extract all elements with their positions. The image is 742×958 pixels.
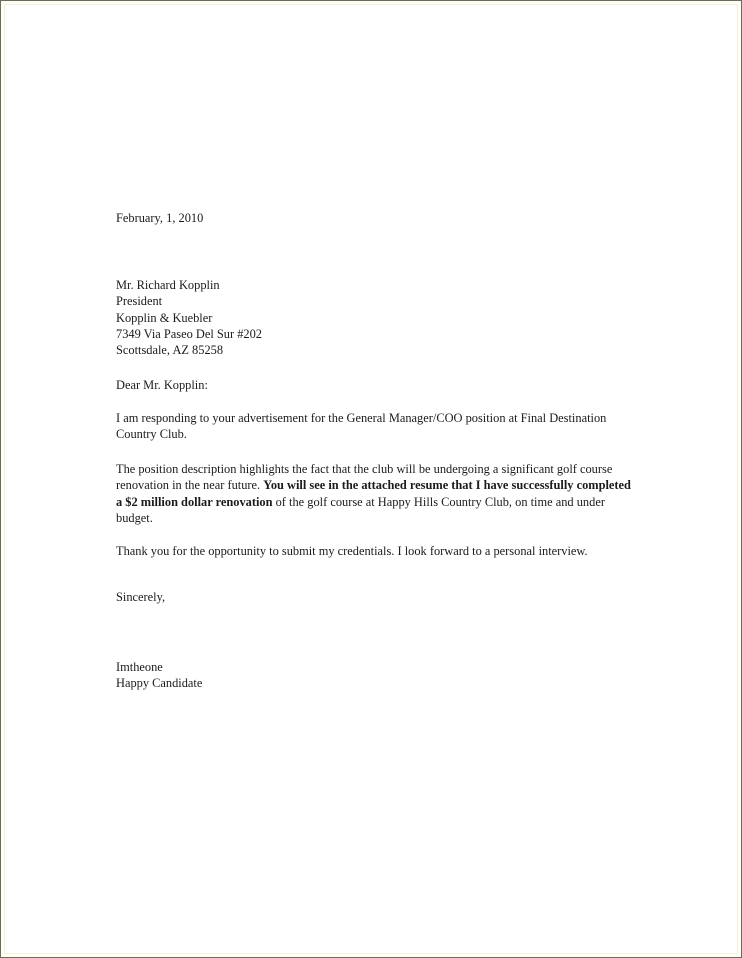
recipient-address-block — [116, 277, 262, 358]
paragraph-2-trailing-text: of the golf course at Happy Hills Country Club, on time and under budget. — [116, 494, 605, 525]
signature-name: Imtheone — [116, 660, 163, 674]
letter-date: February, 1, 2010 — [116, 211, 204, 225]
recipient-name: Mr. Richard Kopplin — [116, 278, 220, 292]
document-page-surface — [4, 4, 738, 954]
recipient-title: President — [116, 294, 163, 309]
signature-block — [116, 659, 202, 692]
letter-paragraph-3: Thank you for the opportunity to submit my credentials. I look forward to a personal interview. — [116, 544, 588, 558]
letter-closing: Sincerely, — [116, 590, 166, 604]
recipient-city-state-zip: Scottsdale, AZ 85258 — [116, 343, 224, 358]
signature-title: Happy Candidate — [116, 676, 203, 691]
letter-paragraph-1: I am responding to your advertisement for the General Manager/COO position at Final Destination Country Club. — [116, 411, 607, 442]
recipient-company: Kopplin & Kuebler — [116, 310, 213, 325]
letter-paragraph-2 — [116, 461, 638, 526]
paragraph-2-lead-text: The position description highlights the fact that the club will be undergoing a significant golf course renovation in the near future. — [116, 462, 613, 493]
recipient-street: 7349 Via Paseo Del Sur #202 — [116, 326, 262, 341]
letter-salutation: Dear Mr. Kopplin: — [116, 378, 208, 392]
paragraph-2-emphasis-text: You will see in the attached resume that I have successfully completed a $2 million dollar renovation — [116, 478, 631, 509]
